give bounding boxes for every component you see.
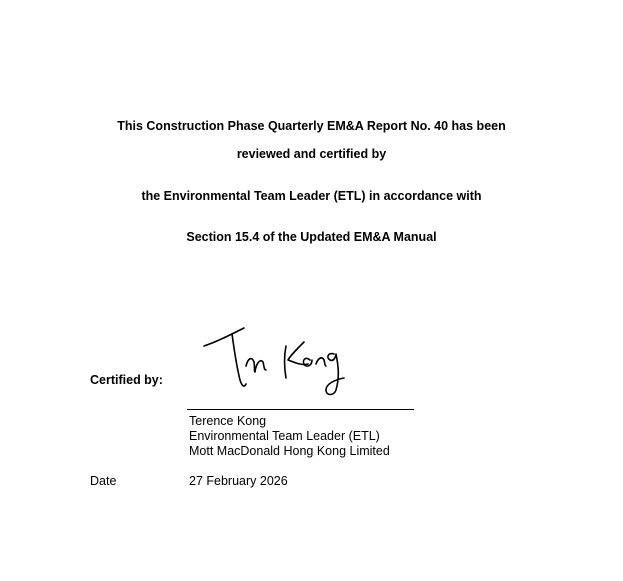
statement-line-4: Section 15.4 of the Updated EM&A Manual bbox=[186, 230, 437, 244]
statement-line-2: reviewed and certified by bbox=[236, 147, 387, 161]
signer-title: Environmental Team Leader (ETL) bbox=[189, 429, 380, 443]
signature-line bbox=[187, 409, 414, 410]
date-value: 27 February 2026 bbox=[189, 474, 288, 488]
date-label: Date bbox=[90, 474, 117, 488]
certified-by-label: Certified by: bbox=[90, 373, 163, 387]
statement-line-1: This Construction Phase Quarterly EM&A Report No. 40 has been bbox=[117, 119, 506, 133]
handwritten-signature bbox=[198, 320, 358, 398]
signer-name: Terence Kong bbox=[189, 414, 267, 428]
signer-company: Mott MacDonald Hong Kong Limited bbox=[189, 444, 390, 458]
statement-line-3: the Environmental Team Leader (ETL) in accordance with bbox=[141, 189, 482, 203]
